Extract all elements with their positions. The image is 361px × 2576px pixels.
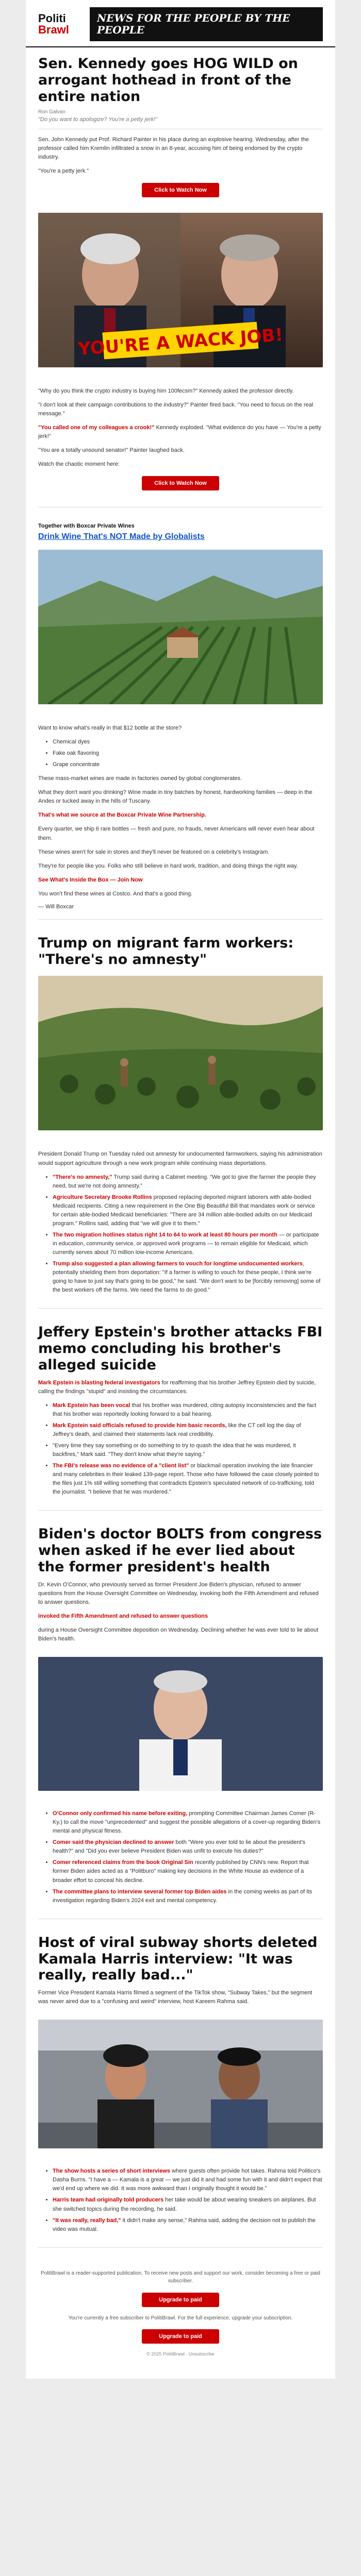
byline: Ron Galvan (38, 109, 65, 115)
sponsor-title-link[interactable]: Drink Wine That's NOT Made by Globalists (38, 532, 205, 541)
list-item-text: in the coming weeks as part of its investigation regarding Biden's 2024 exit and mental competency. (53, 1888, 313, 1904)
divider (38, 2247, 323, 2248)
list-item (53, 1858, 323, 1885)
story-subway-takes (26, 1926, 335, 2014)
paragraph: Want to know what's really in that $12 bottle at the store? (38, 725, 182, 732)
vineyard-photo[interactable] (38, 550, 323, 704)
list-item-text: recently published by CNN's new. Report that former Biden aides acted as a "Politburo" making key decisions in the White House as evidence of a broader effort to conceal his decline. (53, 1859, 309, 1884)
doctor-photo (38, 1657, 323, 1791)
list-item-lead: "It was really, really bad," (53, 2217, 121, 2224)
list-item-text: that his brother was murdered, citing autopsy inconsistencies and the fact that his brother was reportedly looking forward to a bail hearing. (53, 1402, 317, 1417)
list-item: • Grape concentrate (53, 760, 323, 769)
image-caption: YOU'RE A WACK JOB! (77, 324, 284, 360)
list-item-lead: The two migration hotlines status right 14 to 64 to work at least 80 hours per month (53, 1231, 277, 1238)
list-item-text: like the CT cell log the day of Jeffrey's death, and claimed their statements lack real credibility. (53, 1422, 301, 1437)
logo-line2: Brawl (38, 23, 69, 36)
logo[interactable] (38, 12, 83, 37)
list-item (53, 1888, 323, 1905)
list-item-lead: "There's no amnesty," (53, 1174, 112, 1180)
story-list (53, 1173, 323, 1295)
list-item-text: both "Were you ever told to lie about the president's health?" and "Did you ever believe President Biden was unfit to execute his duties?" (53, 1839, 306, 1855)
list-item-lead: Mark Epstein said officials refused to provide him basic records, (53, 1422, 227, 1429)
story-title: Jeffery Epstein's brother attacks FBI memo concluding his brother's alleged suicide (38, 1324, 323, 1373)
story-subtitle: "Do you want to apologize? You're a petty jerk!" (38, 116, 158, 123)
farm-photo (38, 976, 323, 1130)
list-item-text: prompting Committee Chairman James Comer (R-Ky.) to call the move "unprecedented" and suggest the possible allegations of a cover-up regarding Biden's mental and physical fitness. (53, 1810, 321, 1835)
sponsor-body (26, 710, 335, 912)
list-item-text: "Every time they say something or do something to try to quash the idea that he was murdered, it backfires," Mark said. "They don't know what they're saying." (53, 1443, 296, 1458)
list-item-text: Trump said during a Cabinet meeting. "We got to give the farmer the people they need, but we're not doing amnesty." (53, 1174, 316, 1189)
paragraph-rest: Kennedy exploded. "What evidence do you have — You're a petty jerk!" (38, 424, 321, 439)
divider (38, 919, 323, 920)
list-item-lead: O'Connor only confirmed his name before exiting, (53, 1810, 188, 1817)
paragraph: President Donald Trump on Tuesday ruled out amnesty for undocumented farmworkers, saying his administration would support agriculture through a new work program while continuing mass deportations. (38, 1151, 322, 1166)
paragraph: Every quarter, we ship 6 rare bottles — fresh and pure, no frauds, never Americans will never even hear about them. (38, 826, 315, 841)
quote: "You're a petty jerk." (38, 167, 89, 174)
paragraph: Former Vice President Kamala Harris filmed a segment of the TikTok show, "Subway Takes," but the segment was never aired due to a "confusing and weird" interview, host Kareem Rahma said. (38, 1990, 313, 2005)
upgrade-button-2[interactable]: Upgrade to paid (142, 2329, 219, 2344)
story-title: Sen. Kennedy goes HOG WILD on arrogant hothead in front of the entire nation (38, 56, 298, 105)
join-now-link[interactable]: See What's Inside the Box — Join Now (38, 876, 143, 883)
list-item (53, 1442, 323, 1459)
paragraph: These mass-market wines are made in factories owned by global conglomerates. (38, 775, 242, 782)
paragraph: What they don't want you drinking? Wine made in tiny batches by honest, hardworking families — deep in the Andes or tucked away in the hills of Tuscany. (38, 789, 313, 805)
newsletter-body (26, 0, 335, 2379)
footer-text: You're currently a free subscriber to PolitiBrawl. For the full experience, upgrade your subscription. (68, 2315, 293, 2321)
list-item-lead: Harris team had originally told producers (53, 2197, 164, 2204)
list-item-text: it didn't make any sense," Rahma said, adding the decision not to publish the video was mutual. (53, 2217, 316, 2232)
story-list (53, 1401, 323, 1497)
list-item-text: — or participate in education, community service, or approved work programs — to remain eligible for Medicaid, which currently serves about 70 million low-income Americans. (53, 1231, 319, 1256)
paragraph (38, 423, 323, 441)
paragraph: "Why do you think the crypto industry is buying him 100fecsm?" Kennedy asked the professor directly. (38, 387, 294, 394)
list-item (53, 2196, 323, 2213)
paragraph: Sen. John Kennedy put Prof. Richard Painter in his place during an explosive hearing. Wednesday, after the professor called him Kremlin infiltrated a snow in an 8-year, accusing him of being endorsed by the crypto industry. (38, 136, 309, 160)
paragraph: These wines aren't for sale in stores and they'll never be featured on a celebrity's Instagram. (38, 849, 270, 855)
paragraph (38, 1379, 323, 1396)
story-list (53, 1809, 323, 1905)
story-biden-doctor-body (26, 1797, 335, 1911)
list-item-lead: The FBI's release was no evidence of a "client list" (53, 1463, 189, 1469)
story-title: Host of viral subway shorts deleted Kamala Harris interview: "It was really, really bad..." (38, 1934, 318, 1984)
divider (38, 1308, 323, 1309)
story-epstein (26, 1316, 335, 1503)
list-item: • Chemical dyes (53, 738, 323, 747)
logo-line1: Politi (38, 12, 66, 25)
list-item-lead: Mark Epstein has been vocal (53, 1402, 130, 1409)
list-item (53, 1401, 323, 1419)
story-kennedy (26, 47, 335, 207)
list-item (53, 2216, 323, 2234)
list-item (53, 1838, 323, 1856)
sponsor-label: Together with Boxcar Private Wines (38, 523, 135, 530)
list-item-lead: The show hosts a series of short interviews (53, 2168, 171, 2175)
paragraph: You won't find these wines at Costco. And that's a good thing. (38, 890, 193, 897)
watch-now-button-2[interactable]: Click to Watch Now (142, 476, 219, 490)
story-biden-doctor (26, 1518, 335, 1651)
list-item (53, 1260, 323, 1295)
list-item-text: proposed replacing deported migrant laborers with able-bodied Medicaid recipients. Citing a new requirement in the One Big Beautiful Bill that mandates work or service for certain able-bodied Medicaid beneficiaries: "There are 34 million able-bodied adults on our Medicaid program." Rollins said, adding that "we will give it to them." (53, 1194, 315, 1227)
highlight: Mark Epstein is blasting federal investigators (38, 1379, 160, 1386)
story-list (53, 2167, 323, 2233)
paragraph: "I don't look at their campaign contributions to the industry?" Painter fired back. "You need to focus on the real message." (38, 401, 314, 417)
paragraph: They're for people like you. Folks who still believe in hard work, tradition, and doing things the right way. (38, 862, 298, 869)
subway-photo (38, 2020, 323, 2148)
list-item (53, 1421, 323, 1439)
list-item (53, 1173, 323, 1191)
hearing-photo (38, 213, 323, 367)
divider (38, 1510, 323, 1511)
list-item-text: where guests often provide hot takes. Rahma told Politico's Dasha Burns. "I have a — Kamala is a great — we just did it and had some fun with it and didn't expect that we'd end up where we did. It was more awkward than I originally thought it would be." (53, 2168, 322, 2192)
list-item (53, 2167, 323, 2193)
list-item-lead: Trump also suggested a plan allowing farmers to vouch for longtime undocumented workers (53, 1260, 303, 1267)
story-title: Biden's doctor BOLTS from congress when asked if he ever lied about the former president's health (38, 1526, 322, 1575)
paragraph-rest: for reaffirming that his brother Jeffrey Epstein died by suicide, calling the findings "stupid" and insisting the circumstances. (38, 1379, 316, 1395)
header-banner: NEWS FOR THE PEOPLE BY THE PEOPLE (90, 7, 323, 41)
list-item: • Fake oak flavoring (53, 749, 323, 758)
footer-small[interactable]: © 2025 PolitiBrawl · Unsubscribe (146, 2351, 215, 2357)
list-item-lead: Comer referenced claims from the book Original Sin (53, 1859, 193, 1866)
story-kennedy-cont (26, 374, 335, 500)
list-item-lead: Comer said the physician declined to answer (53, 1839, 174, 1846)
list-item (53, 1809, 323, 1836)
story-title: Trump on migrant farm workers: "There's no amnesty" (38, 935, 294, 968)
highlight: "You called one of my colleagues a crook!" (38, 424, 155, 431)
highlight: That's what we source at the Boxcar Private Wine Partnership. (38, 812, 206, 819)
header (26, 0, 335, 47)
story-trump (26, 927, 335, 970)
list-item (53, 1462, 323, 1497)
list-item (53, 1231, 323, 1257)
list-item-text: or blackmail operation involving the late financier and many celebrities in their leaked 139-page report. Those who have followed the case closely pointed to the files just 1% still willing something that contradicts Epstein's speculated network of co-trafficking, told the journalist. "I believe that he was murdered." (53, 1463, 319, 1496)
list-item-text: her take would be about wearing sneakers on airplanes. But she switched topics during the recording, he said. (53, 2197, 316, 2212)
sponsor-section (26, 515, 335, 544)
paragraph: Watch the chaotic moment here: (38, 461, 120, 468)
story-subway-takes-body (26, 2155, 335, 2240)
story-trump-body (26, 1137, 335, 1301)
highlight: invoked the Fifth Amendment and refused to answer questions (38, 1613, 208, 1620)
paragraph: "You are a totally unsound senator!" Painter laughed back. (38, 447, 185, 453)
paragraph: during a House Oversight Committee deposition on Wednesday. Declining whether he was ever told to lie about Biden's health. (38, 1627, 319, 1642)
list-item-lead: Agriculture Secretary Brooke Rollins (53, 1194, 152, 1200)
upgrade-button[interactable]: Upgrade to paid (142, 2293, 219, 2307)
list-item-lead: The committee plans to interview several former top Biden aides (53, 1888, 227, 1895)
watch-now-button[interactable]: Click to Watch Now (142, 183, 219, 197)
footer (26, 2255, 335, 2368)
signature: — Will Boxcar (38, 903, 74, 910)
list-item-text: , potentially shielding them from deportation: "If a farmer is willing to vouch for these people, I think we're going to have to just say that's going to be good," he said. "We don't want to be [forcibly removing] some of the best workers off the farms. We need the farms to do good." (53, 1260, 321, 1294)
list-item (53, 1193, 323, 1228)
sponsor-list (53, 738, 323, 769)
paragraph: Dr. Kevin O'Connor, who previously served as former President Joe Biden's physician, refused to answer questions from the House Oversight Committee on Wednesday, invoking both the Fifth Amendment and refused to answer questions. (38, 1581, 319, 1605)
footer-text: PolitiBrawl is a reader-supported publication. To receive new posts and support our work, consider becoming a free or paid subscriber. (41, 2270, 320, 2284)
